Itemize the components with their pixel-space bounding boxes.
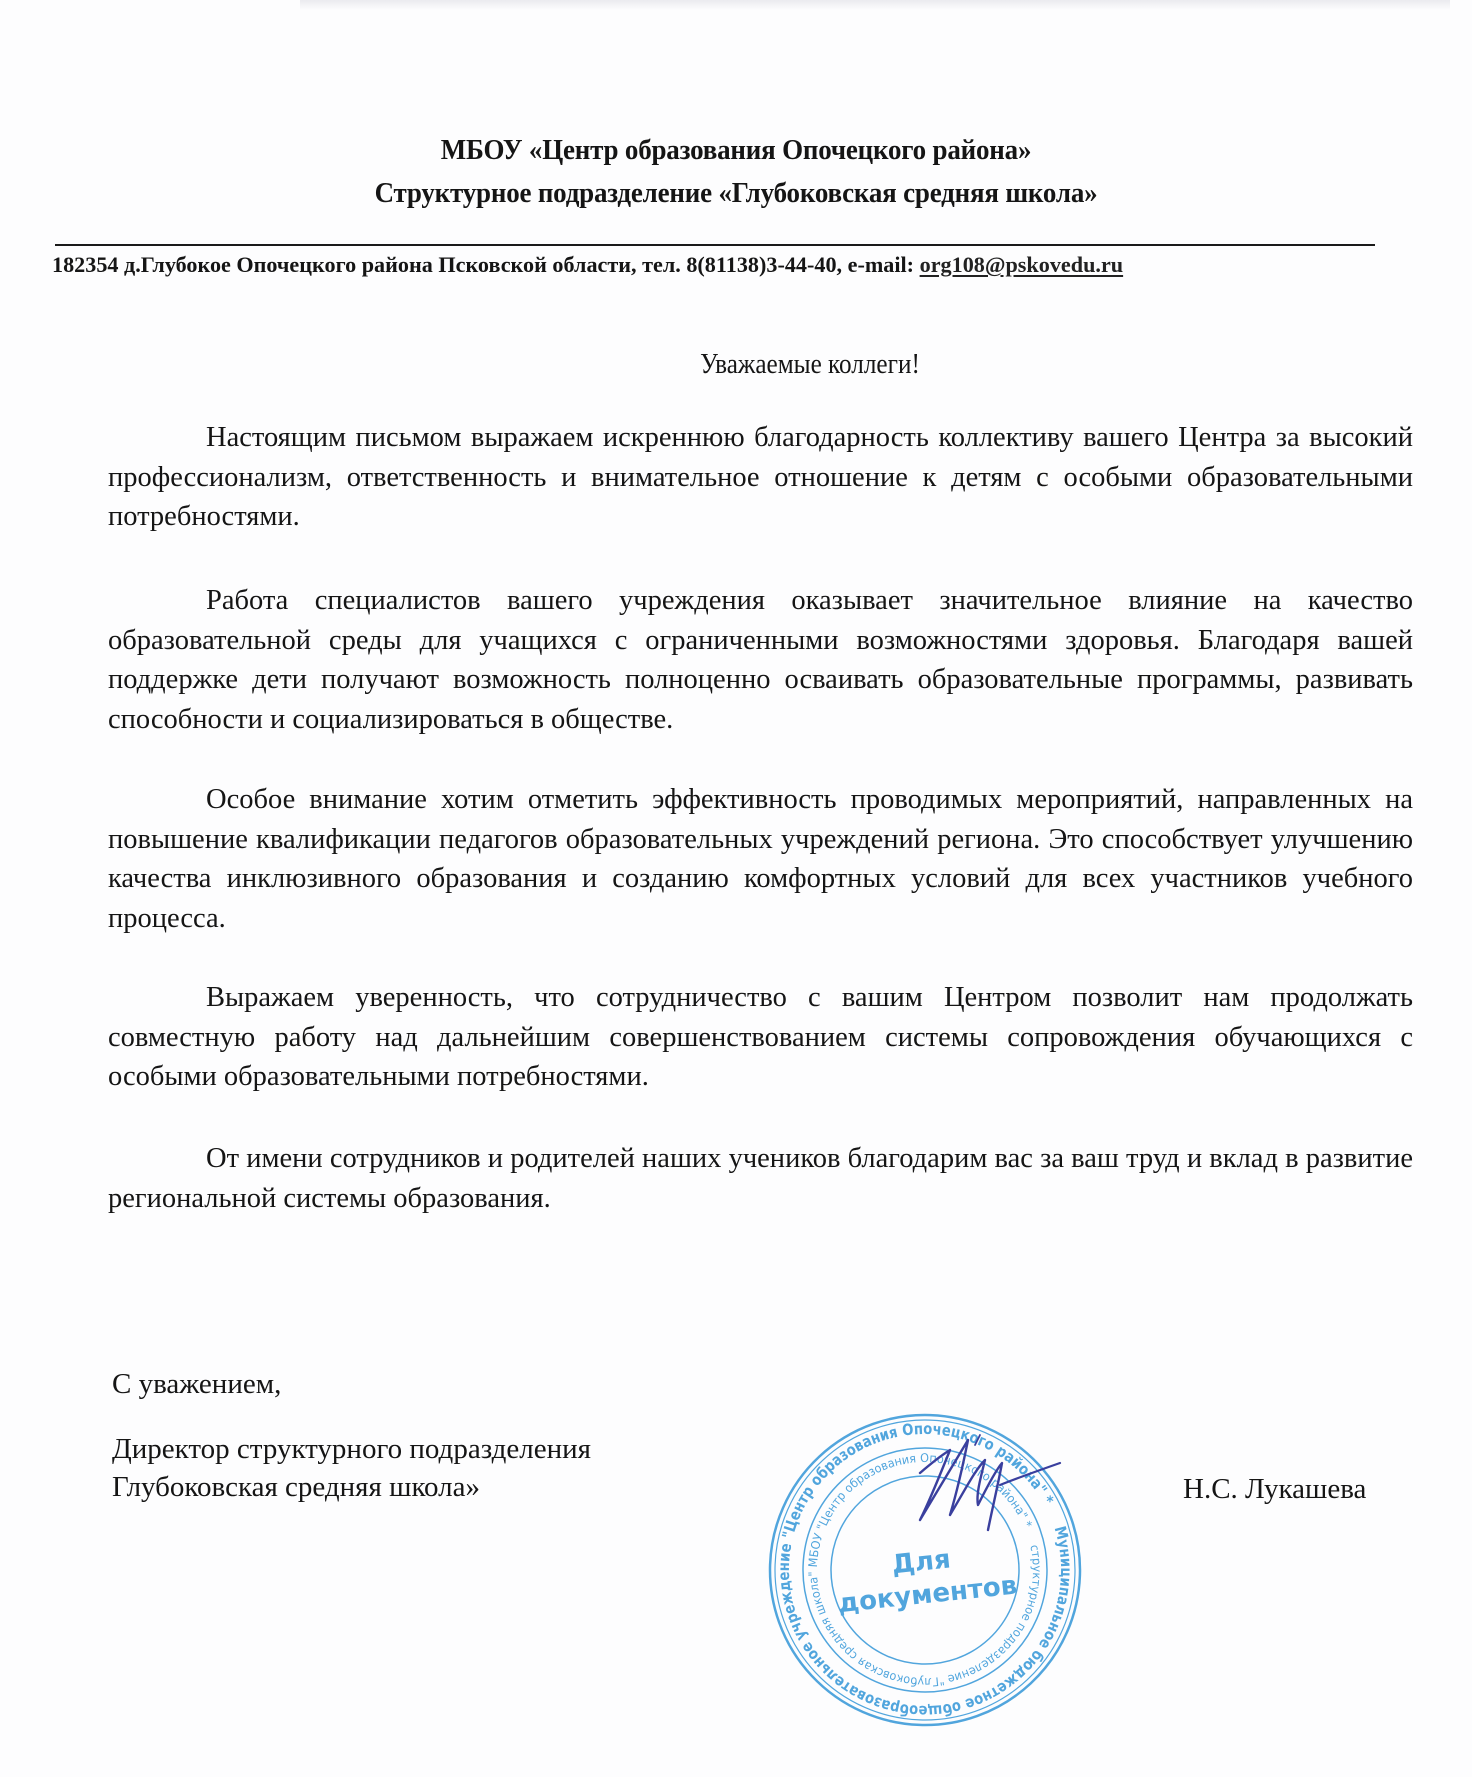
header-subdivision: Структурное подразделение «Глубоковская средняя школа» <box>374 177 1098 209</box>
handwritten-signature <box>880 1425 1080 1535</box>
paragraph-text: Выражаем уверенность, что сотрудничество с вашим Центром позволит нам продолжать совместную работу над дальнейшим совершенствованием системы сопровождения обучающихся с особыми образовательными потребностями. <box>108 982 1413 1092</box>
signature-tick <box>975 1435 980 1445</box>
signature-title-line2: Глубоковская средняя школа» <box>112 1471 481 1503</box>
stamp-center-line1: Для <box>890 1544 953 1581</box>
header-organization: МБОУ «Центр образования Опочецкого района» <box>440 134 1032 166</box>
scan-edge-shadow <box>300 0 1450 10</box>
address-text: 182354 д.Глубокое Опочецкого района Псковской области, тел. 8(81138)3-44-40, e-mail: <box>52 252 920 277</box>
header-divider <box>55 244 1375 246</box>
stamp-inner-textpath: структурное подразделение "Глубоковская средняя школа" МБОУ "Центр образования Опочецкого района" * <box>805 1450 1045 1690</box>
paragraph <box>108 978 1413 1097</box>
paragraph <box>108 780 1413 938</box>
paragraph-text: От имени сотрудников и родителей наших учеников благодарим вас за ваш труд и вклад в развитие региональной системы образования. <box>108 1143 1413 1214</box>
email-link[interactable]: org108@pskovedu.ru <box>919 252 1124 277</box>
header-address <box>52 252 1392 278</box>
signature-stroke <box>920 1440 1002 1530</box>
closing-phrase: С уважением, <box>112 1368 282 1400</box>
paragraph-text: Особое внимание хотим отметить эффективность проводимых мероприятий, направленных на повышение квалификации педагогов образовательных учреждений региона. Это способствует улучшению качества инклюзивного образования и созданию комфортных условий для всех участников учебного процесса. <box>108 784 1413 934</box>
paragraph <box>108 418 1413 537</box>
signer-name: Н.С. Лукашева <box>1183 1473 1367 1505</box>
stamp-outer-textpath: Муниципальное бюджетное общеобразовательное учреждение "Центр образования Опочецкого района" * <box>774 1419 1076 1721</box>
paragraph-text: Настоящим письмом выражаем искреннюю благодарность коллективу вашего Центра за высокий профессионализм, ответственность и внимательное отношение к детям с особыми образовательными потребностями. <box>108 422 1413 532</box>
salutation: Уважаемые коллеги! <box>700 349 920 380</box>
paragraph <box>108 1139 1413 1218</box>
paragraph <box>108 581 1413 739</box>
paragraph-text: Работа специалистов вашего учреждения оказывает значительное влияние на качество образовательной среды для учащихся с ограниченными возможностями здоровья. Благодаря вашей поддержке дети получают возможность полноценно осваивать образовательные программы, развивать способности и социализироваться в обществе. <box>108 585 1413 735</box>
signature-title-line1: Директор структурного подразделения <box>112 1433 591 1465</box>
signature-flourish <box>1000 1463 1060 1485</box>
stamp-center-line2: документов <box>836 1570 1019 1620</box>
